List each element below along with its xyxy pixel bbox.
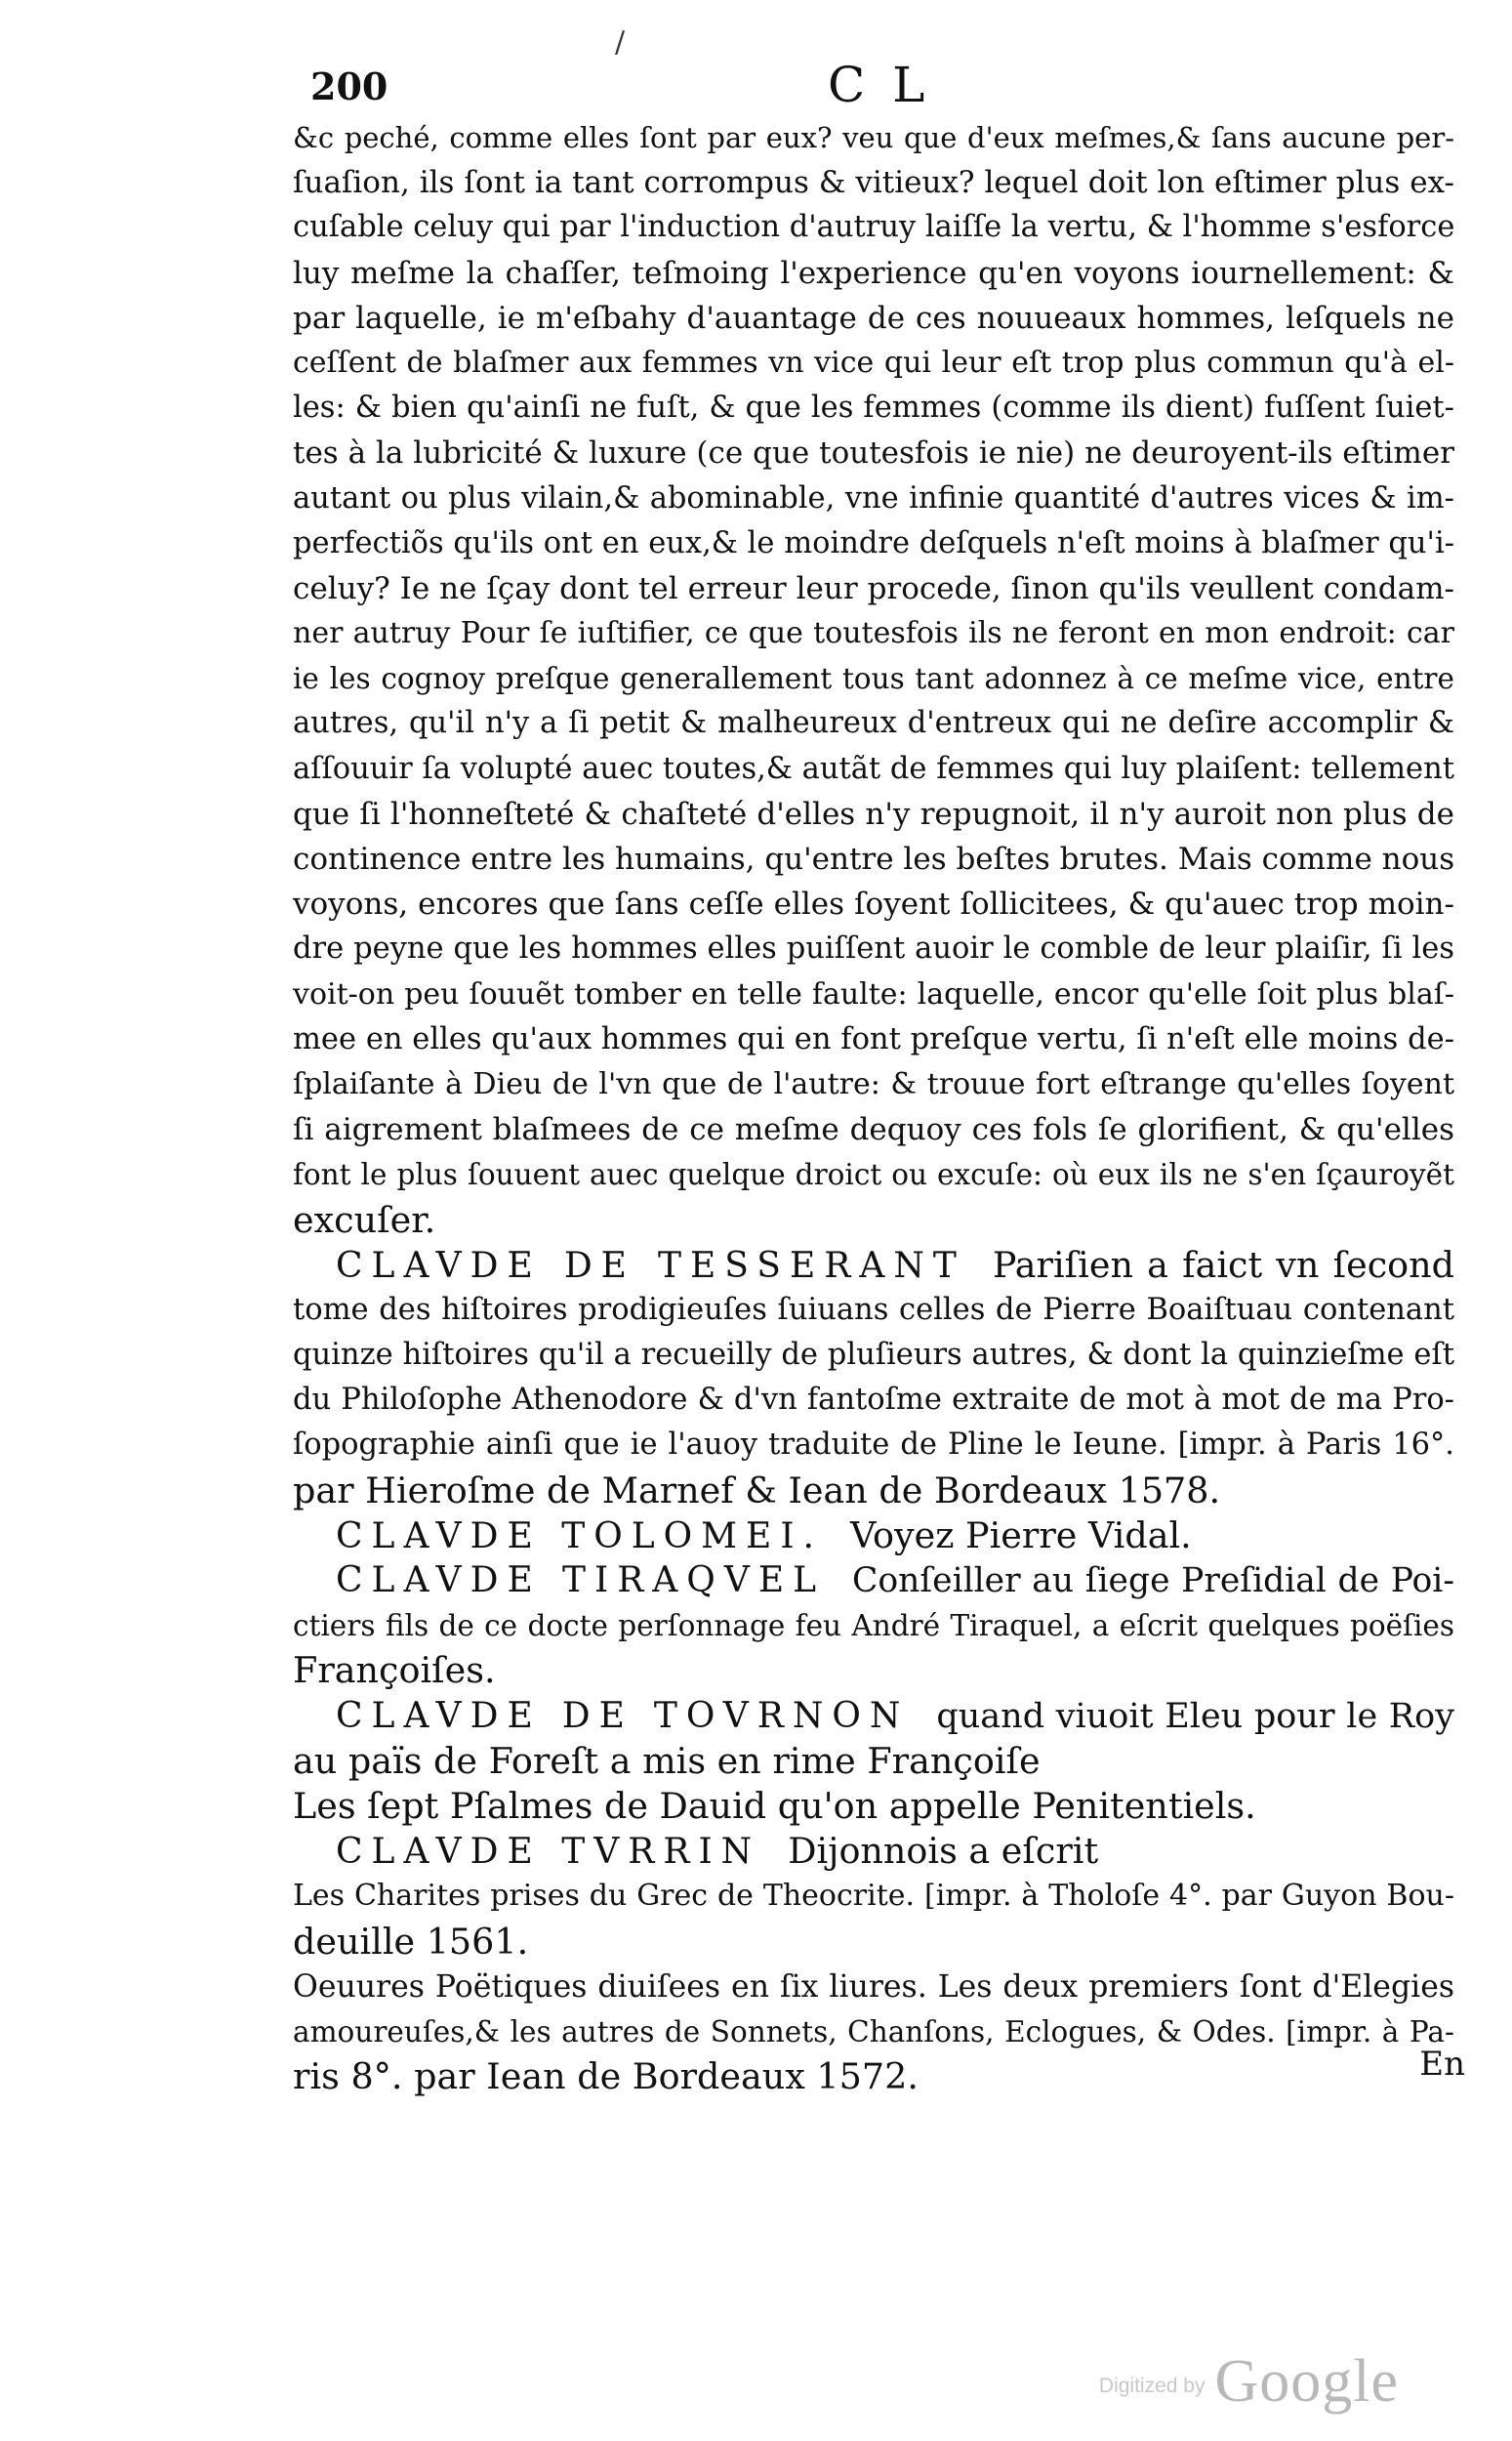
text-line: tes à la lubricité & luxure (ce que toutesfois ie nie) ne deuroyent-ils eſtimer (293, 435, 1454, 472)
entry-text-line: du Philoſophe Athenodore & d'vn fantoſme extraite de mot à mot de ma Pro- (293, 1383, 1454, 1418)
text-line: ſuaſion, ils ſont ia tant corrompus & vitieux? lequel doit lon eſtimer plus ex- (293, 165, 1454, 201)
page-number: 200 (310, 64, 388, 108)
entry-turrin-heading (293, 1829, 1454, 1874)
text-line: ie les cognoy preſque generallement tous tant adonnez à ce meſme vice, entre (293, 662, 1454, 696)
text-line: les: & bien qu'ainſi ne fuſt, & que les femmes (comme ils dient) fuſſent ſuiet- (293, 391, 1454, 426)
entry-text-line: Les ſept Pſalmes de Dauid qu'on appelle Penitentiels. (293, 1784, 1256, 1827)
page-header (310, 57, 1452, 115)
entry-tolomei-heading (293, 1513, 1454, 1558)
entry-text: Voyez Pierre Vidal. (850, 1513, 1192, 1556)
stray-ink-mark: / (615, 25, 626, 60)
catch-word: En (1419, 2045, 1465, 2084)
entry-tesserant-heading (293, 1243, 1454, 1288)
entry-text-line: amoureuſes,& les autres de Sonnets, Chanſons, Eclogues, & Odes. [impr. à Pa- (293, 2014, 1454, 2048)
entry-text-line: tome des hiſtoires prodigieuſes ſuiuans celles de Pierre Boaiſtuau contenant (293, 1292, 1454, 1327)
entry-text: quand viuoit Eleu pour le Roy (936, 1696, 1454, 1736)
text-line: celuy? Ie ne ſçay dont tel erreur leur procede, ſinon qu'ils veullent condam- (293, 570, 1454, 606)
entry-text-line: ſopographie ainſi que ie l'auoy traduite de Pline le Ieune. [impr. à Paris 16°. (293, 1427, 1454, 1463)
text-line: que ſi l'honneſteté & chaſteté d'elles n'y repugnoit, il n'y auroit non plus de (293, 796, 1454, 832)
author-name: CLAVDE TVRRIN (336, 1832, 761, 1873)
entry-text-line: deuille 1561. (293, 1920, 529, 1963)
entry-text-line: Oeuures Poëtiques diuiſees en ſix liures. Les deux premiers ſont d'Elegies (293, 1968, 1454, 2005)
text-line: mee en elles qu'aux hommes qui en font preſque vertu, ſi n'eſt elle moins de- (293, 1021, 1454, 1056)
entry-tournon-heading (293, 1694, 1454, 1739)
text-line: dre peyne que les hommes elles puiſſent auoir le comble de leur plaiſir, ſi les (293, 931, 1454, 967)
entry-text-line: ris 8°. par Iean de Bordeaux 1572. (293, 2055, 919, 2098)
entry-text-line: quinze hiſtoires qu'il a recueilly de pluſieurs autres, & dont la quinzieſme eſt (293, 1338, 1454, 1373)
entry-tiraquel-heading (293, 1558, 1454, 1603)
text-line: ceſſent de blaſmer aux femmes vn vice qui leur eſt trop plus commun qu'à el- (293, 345, 1454, 380)
text-line: autant ou plus vilain,& abominable, vne infinie quantité d'autres vices & im- (293, 480, 1454, 516)
entry-text: Conſeiller au ſiege Preſidial de Poi- (852, 1561, 1454, 1600)
text-line: font le plus ſouuent auec quelque droict ou excuſe: où eux ils ne s'en ſçauroyẽt (293, 1158, 1454, 1192)
running-head: C L (828, 57, 931, 113)
text-line: ner autruy Pour ſe iuſtifier, ce que toutesfois ils ne feront en mon endroit: car (293, 616, 1454, 651)
watermark-prefix: Digitized by (1098, 2375, 1206, 2397)
text-line: ſi aigrement blaſmees de ce meſme dequoy ces fols ſe glorifient, & qu'elles (293, 1112, 1454, 1148)
author-name: CLAVDE TIRAQVEL (336, 1560, 825, 1600)
text-line: voyons, encores que ſans ceſſe elles ſoyent ſollicitees, & qu'auec trop moin- (293, 887, 1454, 923)
entry-text-line: ctiers fils de ce docte perſonnage feu André Tiraquel, a eſcrit quelques poëſies (293, 1609, 1454, 1643)
text-line: perfectiõs qu'ils ont en eux,& le moindre deſquels n'eſt moins à blaſmer qu'i- (293, 525, 1454, 560)
google-watermark (1098, 2343, 1399, 2415)
text-line: ſplaiſante à Dieu de l'vn que de l'autre: & trouue fort eſtrange qu'elles ſoyent (293, 1066, 1454, 1101)
entry-text-line: par Hieroſme de Marnef & Iean de Bordeaux 1578. (293, 1469, 1221, 1511)
entry-text: Dijonnois a eſcrit (788, 1830, 1099, 1873)
text-line: continence entre les humains, qu'entre les beſtes brutes. Mais comme nous (293, 842, 1455, 877)
entry-text-line: au païs de Foreſt a mis en rime Françoiſe (293, 1739, 1041, 1782)
text-line: aſſouuir ſa volupté auec toutes,& autãt de femmes qui luy plaiſent: tellement (293, 751, 1454, 786)
text-line: cuſable celuy qui par l'induction d'autruy laiſſe la vertu, & l'homme s'esforce (293, 210, 1455, 245)
entry-text: Pariſien a faict vn ſecond (992, 1243, 1454, 1286)
text-line: par laquelle, ie m'eſbahy d'auantage de ces nouueaux hommes, leſquels ne (293, 300, 1454, 336)
text-line: autres, qu'il n'y a ſi petit & malheureux d'entreux qui ne deſire accomplir & (293, 706, 1454, 741)
body-text (293, 115, 1454, 2099)
text-line: luy meſme la chaſſer, teſmoing l'experience qu'en voyons iournellement: & (293, 255, 1454, 291)
text-line: voit-on peu ſouuẽt tomber en telle faulte: laquelle, encor qu'elle ſoit plus blaſ- (293, 976, 1454, 1012)
text-line: &c peché, comme elles ſont par eux? veu que d'eux meſmes,& ſans aucune per- (293, 121, 1454, 154)
entry-text-line: Les Charites prises du Grec de Theocrite. [impr. à Tholoſe 4°. par Guyon Bou- (293, 1879, 1454, 1914)
author-name: CLAVDE DE TOVRNON (336, 1695, 910, 1736)
author-name: CLAVDE DE TESSERANT (336, 1245, 965, 1286)
text-line: excuſer. (293, 1198, 436, 1241)
author-name: CLAVDE TOLOMEI. (336, 1515, 823, 1556)
entry-text-line: Françoiſes. (293, 1649, 496, 1692)
google-logo: Google (1214, 2348, 1399, 2415)
